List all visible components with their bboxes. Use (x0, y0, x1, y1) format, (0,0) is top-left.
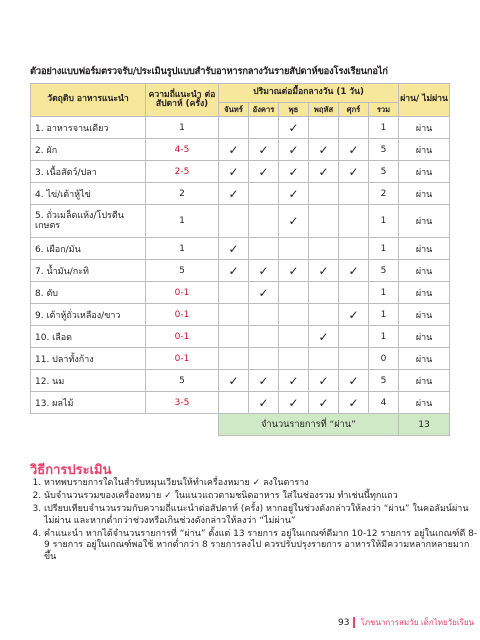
check-mark-icon: ✓ (249, 139, 279, 161)
empty-day-cell (309, 304, 339, 326)
table-row (31, 183, 450, 205)
row-total: 5 (369, 370, 399, 392)
empty-day-cell (339, 205, 369, 238)
check-mark-icon: ✓ (339, 260, 369, 282)
recommended-frequency: 2-5 (146, 161, 219, 183)
row-result: ผ่าน (399, 326, 450, 348)
empty-day-cell (279, 326, 309, 348)
empty-day-cell (339, 238, 369, 260)
row-total: 5 (369, 161, 399, 183)
header-day: พุธ (279, 103, 309, 117)
check-mark-icon: ✓ (279, 139, 309, 161)
table-row (31, 348, 450, 370)
evaluation-item: 4. คำแนะนำ หากได้จำนวนรายการที่ “ผ่าน” ตั้งแต่ 13 รายการ อยู่ในเกณฑ์ดีมาก 10-12 รายการ อยู่ในเกณฑ์ดี 8-9 รายการ อยู่ในเกณฑ์พอใช้ หากต่ำกว่า 8 รายการลงไป ควรปรับปรุงรายการ อาหารให้มีความหลากหลายมากขึ้น (44, 529, 480, 565)
row-result: ผ่าน (399, 117, 450, 139)
recommended-frequency: 4-5 (146, 139, 219, 161)
summary-value: 13 (399, 414, 450, 436)
empty-day-cell (249, 205, 279, 238)
evaluation-item: 3. เปรียบเทียบจำนวนรวมกับความถี่แนะนำต่อสัปดาห์ (ครั้ง) หากอยู่ในช่วงดังกล่าวให้ลงว่า “ผ่าน” ในคอลัมน์ผ่าน ไม่ผ่าน และหากต่ำกว่าช่วงหรือเกินช่วงดังกล่าวให้ลงว่า “ไม่ผ่าน” (44, 504, 480, 528)
check-mark-icon: ✓ (339, 139, 369, 161)
row-result: ผ่าน (399, 370, 450, 392)
empty-day-cell (249, 238, 279, 260)
food-group-name: 8. ตับ (31, 282, 146, 304)
row-result: ผ่าน (399, 183, 450, 205)
check-mark-icon: ✓ (279, 161, 309, 183)
empty-day-cell (339, 117, 369, 139)
empty-day-cell (309, 117, 339, 139)
empty-day-cell (279, 238, 309, 260)
food-group-name: 4. ไข่/เต้าหู้ไข่ (31, 183, 146, 205)
row-total: 1 (369, 117, 399, 139)
table-row (31, 139, 450, 161)
table-row (31, 282, 450, 304)
check-mark-icon: ✓ (249, 370, 279, 392)
check-mark-icon: ✓ (309, 370, 339, 392)
recommended-frequency: 1 (146, 238, 219, 260)
check-mark-icon: ✓ (339, 304, 369, 326)
header-total: รวม (369, 103, 399, 117)
check-mark-icon: ✓ (309, 326, 339, 348)
checklist-table (30, 83, 450, 436)
page-number: 93 (338, 618, 350, 628)
empty-day-cell (279, 348, 309, 370)
check-mark-icon: ✓ (219, 183, 249, 205)
table-row (31, 370, 450, 392)
recommended-frequency: 0-1 (146, 348, 219, 370)
recommended-frequency: 0-1 (146, 282, 219, 304)
footer-divider (353, 617, 355, 628)
table-row (31, 117, 450, 139)
check-mark-icon: ✓ (279, 260, 309, 282)
empty-day-cell (309, 348, 339, 370)
empty-day-cell (309, 183, 339, 205)
check-mark-icon: ✓ (309, 161, 339, 183)
check-mark-icon: ✓ (249, 161, 279, 183)
table-row (31, 326, 450, 348)
empty-day-cell (249, 348, 279, 370)
food-group-name: 11. ปลาทั้งก้าง (31, 348, 146, 370)
check-mark-icon: ✓ (309, 392, 339, 414)
food-group-name: 3. เนื้อสัตว์/ปลา (31, 161, 146, 183)
row-result: ผ่าน (399, 282, 450, 304)
row-total: 2 (369, 183, 399, 205)
row-total: 1 (369, 282, 399, 304)
row-result: ผ่าน (399, 139, 450, 161)
row-result: ผ่าน (399, 205, 450, 238)
header-group: วัตถุดิบ อาหารแนะนำ (31, 84, 146, 117)
check-mark-icon: ✓ (219, 238, 249, 260)
check-mark-icon: ✓ (309, 260, 339, 282)
check-mark-icon: ✓ (309, 139, 339, 161)
table-row (31, 238, 450, 260)
recommended-frequency: 1 (146, 117, 219, 139)
row-result: ผ่าน (399, 161, 450, 183)
check-mark-icon: ✓ (249, 282, 279, 304)
row-total: 0 (369, 348, 399, 370)
empty-day-cell (219, 117, 249, 139)
recommended-frequency: 2 (146, 183, 219, 205)
page-footer (338, 616, 474, 629)
check-mark-icon: ✓ (249, 392, 279, 414)
empty-day-cell (339, 183, 369, 205)
row-total: 1 (369, 326, 399, 348)
empty-day-cell (309, 205, 339, 238)
check-mark-icon: ✓ (339, 370, 369, 392)
empty-day-cell (249, 326, 279, 348)
row-total: 1 (369, 238, 399, 260)
row-result: ผ่าน (399, 260, 450, 282)
check-mark-icon: ✓ (279, 117, 309, 139)
food-group-name: 2. ผัก (31, 139, 146, 161)
check-mark-icon: ✓ (279, 392, 309, 414)
header-day: จันทร์ (219, 103, 249, 117)
evaluation-item: 2. นับจำนวนรวมของเครื่องหมาย ✓ ในแนวแถวตามชนิดอาหาร ใส่ในช่องรวม ทำเช่นนี้ทุกแถว (44, 491, 480, 503)
evaluation-list (30, 478, 480, 565)
row-result: ผ่าน (399, 238, 450, 260)
empty-day-cell (309, 282, 339, 304)
recommended-frequency: 5 (146, 370, 219, 392)
summary-label: จำนวนรายการที่ “ผ่าน” (219, 414, 399, 436)
table-row (31, 392, 450, 414)
check-mark-icon: ✓ (219, 139, 249, 161)
recommended-frequency: 1 (146, 205, 219, 238)
empty-day-cell (279, 282, 309, 304)
recommended-frequency: 3-5 (146, 392, 219, 414)
row-result: ผ่าน (399, 392, 450, 414)
empty-day-cell (249, 183, 279, 205)
food-group-name: 13. ผลไม้ (31, 392, 146, 414)
row-total: 1 (369, 304, 399, 326)
check-mark-icon: ✓ (249, 260, 279, 282)
empty-day-cell (219, 392, 249, 414)
row-total: 5 (369, 139, 399, 161)
footer-text: โภชนาการสมวัย เด็กไทยวัยเรียน (360, 618, 475, 627)
empty-day-cell (219, 348, 249, 370)
check-mark-icon: ✓ (339, 392, 369, 414)
header-result: ผ่าน/ ไม่ผ่าน (399, 84, 450, 117)
table-row (31, 260, 450, 282)
check-mark-icon: ✓ (219, 370, 249, 392)
check-mark-icon: ✓ (219, 260, 249, 282)
food-group-name: 6. เผือก/มัน (31, 238, 146, 260)
empty-day-cell (219, 282, 249, 304)
food-group-name: 12. นม (31, 370, 146, 392)
row-result: ผ่าน (399, 348, 450, 370)
recommended-frequency: 0-1 (146, 304, 219, 326)
empty-day-cell (249, 117, 279, 139)
empty-day-cell (249, 304, 279, 326)
header-frequency: ความถี่แนะนำ ต่อสัปดาห์ (ครั้ง) (146, 84, 219, 117)
check-mark-icon: ✓ (339, 161, 369, 183)
row-total: 4 (369, 392, 399, 414)
empty-day-cell (339, 348, 369, 370)
food-group-name: 7. น้ำมัน/กะทิ (31, 260, 146, 282)
empty-day-cell (339, 326, 369, 348)
evaluation-title: วิธีการประเมิน (30, 463, 112, 478)
empty-day-cell (219, 326, 249, 348)
food-group-name: 5. ถั่วเมล็ดแห้ง/โปรตีน เกษตร (31, 205, 146, 238)
header-amount: ปริมาณต่อมื้อกลางวัน (1 วัน) (219, 84, 399, 103)
empty-day-cell (279, 304, 309, 326)
header-day: ศุกร์ (339, 103, 369, 117)
check-mark-icon: ✓ (279, 183, 309, 205)
recommended-frequency: 5 (146, 260, 219, 282)
table-row (31, 205, 450, 238)
row-result: ผ่าน (399, 304, 450, 326)
header-day: อังคาร (249, 103, 279, 117)
check-mark-icon: ✓ (279, 205, 309, 238)
page-title: ตัวอย่างแบบฟอร์มตรวจรับ/ประเมินรูปแบบสำรับอาหารกลางวันรายสัปดาห์ของโรงเรียนกอไก่ (30, 66, 388, 77)
food-group-name: 9. เต้าหู้ถั่วเหลือง/ขาว (31, 304, 146, 326)
header-day: พฤหัส (309, 103, 339, 117)
empty-day-cell (309, 238, 339, 260)
table-row (31, 161, 450, 183)
check-mark-icon: ✓ (219, 161, 249, 183)
food-group-name: 1. อาหารจานเดียว (31, 117, 146, 139)
row-total: 5 (369, 260, 399, 282)
food-group-name: 10. เลือด (31, 326, 146, 348)
empty-day-cell (339, 282, 369, 304)
recommended-frequency: 0-1 (146, 326, 219, 348)
evaluation-item: 1. หาทพบรายการใดในสำรับหมุนเวียนให้ทำเครื่องหมาย ✓ ลงในตาราง (44, 478, 480, 490)
row-total: 1 (369, 205, 399, 238)
empty-day-cell (219, 304, 249, 326)
table-row (31, 304, 450, 326)
check-mark-icon: ✓ (279, 370, 309, 392)
empty-day-cell (219, 205, 249, 238)
